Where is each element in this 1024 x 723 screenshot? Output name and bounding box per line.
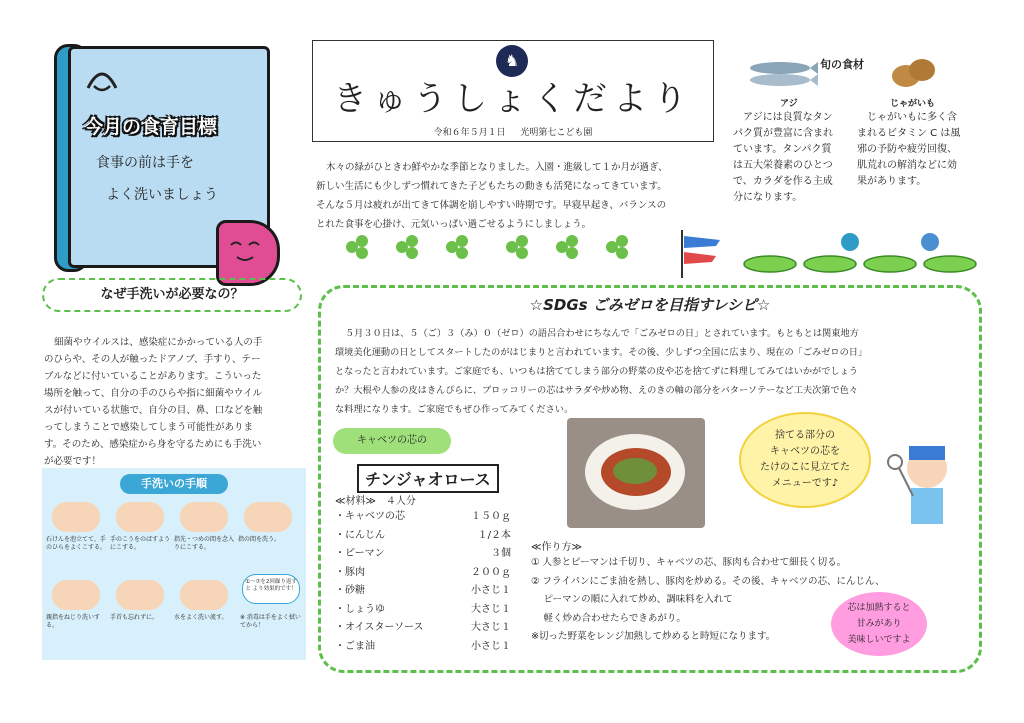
hands-icon (244, 502, 292, 532)
cabbage-cloud: 捨てる部分の キャベツの芯を たけのこに見立てた メニューです♪ (739, 412, 871, 508)
school-name: 光明第七こども園 (520, 128, 593, 138)
dish-photo (567, 418, 705, 528)
faucet-icon (180, 580, 228, 610)
ingredient-row: ・オイスターソース 大さじ１ (335, 622, 511, 633)
ingredient-row: ・ピーマン ３個 (335, 548, 511, 559)
howto-steps: ① 人参とピーマンは千切り、キャベツの芯、豚肉も合わせて細長く切る。 ② フライパンにごま油を熱し、豚肉を炒める。その後、キャベツの芯、にんじん、 ピーマンの順に入れて炒め、調味料を入れて 軽く炒め合わせたらできあがり。 ※切った野菜をレンジ加熱して炒めると時短になります。 (531, 557, 885, 642)
handwash-chart (42, 468, 306, 660)
materials-label: ≪材料≫ ４人分 (335, 496, 416, 507)
handwash-step: 手首も忘れずに。 (110, 580, 170, 640)
ingredient-row: ・豚肉 ２００ｇ (335, 566, 511, 578)
howto-label: ≪作り方≫ (531, 542, 582, 553)
chef-child-icon (887, 438, 965, 538)
scroll-roll-bottom (216, 220, 280, 286)
handwash-heading: なぜ手洗いが必要なの？ (42, 278, 302, 312)
header-subline (313, 125, 713, 138)
ingredient-row: ・しょうゆ 大さじ１ (335, 603, 511, 615)
handwash-step: 親指をねじり洗いする。 (46, 580, 106, 640)
handwash-step: 指先・つめの間を念入りにこする。 (174, 502, 234, 562)
koinobori-icon (676, 230, 726, 278)
school-logo-icon: ♞ (496, 45, 528, 77)
ingredient-row: ・砂糖 小さじ１ (335, 585, 511, 596)
smile-face-icon (82, 58, 122, 98)
sweetness-bubble: 芯は加熱すると 甘みがあり 美味しいですよ (831, 592, 927, 656)
monthly-goal-scroll (48, 40, 278, 280)
goal-line-1: 食事の前は手を (96, 155, 194, 171)
handwash-step: 指の間を洗う。 (238, 502, 302, 562)
hands-icon (52, 580, 100, 610)
goal-title: 今月の食育目標 (84, 116, 218, 138)
seasonal-label: 旬の食材 (820, 58, 864, 71)
handwash-step: 石けんを泡立てて、手のひらをよくこする。 (46, 502, 106, 562)
peas-decoration-icon (740, 232, 980, 278)
newsletter-header (312, 40, 714, 142)
recipe-intro: ５月３０日は、５（ご）３（み）０（ゼロ）の語呂合わせにちなんで「ごみゼロの日」とされています。もともとは関東地方 環境美化運動の日としてスタートしたのがはじまりと言われています。その後、少しずつ全国に広まり、現在の「ごみゼロの日」 となったと言われています。ご家庭でも、いつもは捨ててしまう部分の野菜の皮や芯を捨てずに料理してみてはいかがでしょう か？大根や人参の皮はきんぴらに、ブロッコリーの芯はサラダや炒め物、えのきの軸の部分をバターソテーなど工夫次第で色々 な料理になります。ご家庭でもぜひ作ってみてください。 (335, 328, 868, 415)
recipe-tag: キャベツの芯の (333, 428, 451, 454)
hands-icon (52, 502, 100, 532)
handwash-step: 水をよく洗い流す。 (174, 580, 234, 640)
aji-text: アジには良質なタン パク質が豊富に含まれ ています。タンパク質 は五大栄養素のひとつ で、カラダを作る主成 分になります。 (733, 112, 833, 203)
aji-name: アジ (780, 99, 798, 109)
recipe-heading: ☆SDGs ごみゼロを目指すレシピ☆ (529, 296, 771, 314)
hands-icon (180, 502, 228, 532)
potato-name: じゃがいも (890, 99, 936, 109)
intro-text: 木々の緑がひときわ鮮やかな季節となりました。入園・進級して１か月が過ぎ、 新しい生活にも少しずつ慣れてきた子どもたちの動きも活発になってきています。 そんな５月は疲れが出てきて体調を崩しやすい時期です。早寝早起き、バランスの とれた食事を心掛け、元気いっぱい過ごせるようにしましょう。 (316, 162, 668, 230)
hands-icon (116, 580, 164, 610)
disinfect-note: ※ 消毒は手をよく拭いてから！ (240, 614, 301, 629)
ingredient-row: ・にんじん １/２本 (335, 529, 511, 541)
potato-text: じゃがいもに多く含 まれるビタミン C は風 邪の予防や疲労回復、 肌荒れの解消などに効 果があります。 (857, 112, 961, 187)
issue-date: 令和６年５月１日 (433, 128, 506, 138)
handwash-step: 手のこうをのばすようにこする。 (110, 502, 170, 562)
fish-icon (742, 56, 818, 92)
hands-icon (116, 502, 164, 532)
repeat-bubble: ①〜⑦を2回繰り返すと より効果的です！ (242, 574, 300, 604)
recipe-section (318, 285, 982, 673)
potato-icon (890, 54, 936, 92)
ingredient-list (335, 508, 511, 656)
ingredient-row: ・ごま油 小さじ１ (335, 640, 511, 652)
goal-line-2: よく洗いましょう (106, 187, 218, 203)
sleepy-face-icon (219, 223, 277, 283)
handwash-chart-title: 手洗いの手順 (120, 474, 228, 494)
handwash-text: 細菌やウイルスは、感染症にかかっている人の手 のひらや、その人が触ったドアノブ、手すり、テー ブルなどに付いていることがあります。こういった 場所を触って、自分の手のひらや指に細菌やウイル スが付いている状態で、自分の目、鼻、口などを触 ってしまうことで感染してしまう可能性がありま す。そのため、感染症から身を守るためにも手洗い が必要です！ (44, 337, 263, 467)
newsletter-title: きゅうしょくだより (333, 79, 693, 119)
dish-name: チンジャオロース (357, 464, 499, 493)
clover-decoration-icon (340, 232, 660, 262)
ingredient-row: ・キャベツの芯 １５０ｇ (335, 511, 511, 522)
